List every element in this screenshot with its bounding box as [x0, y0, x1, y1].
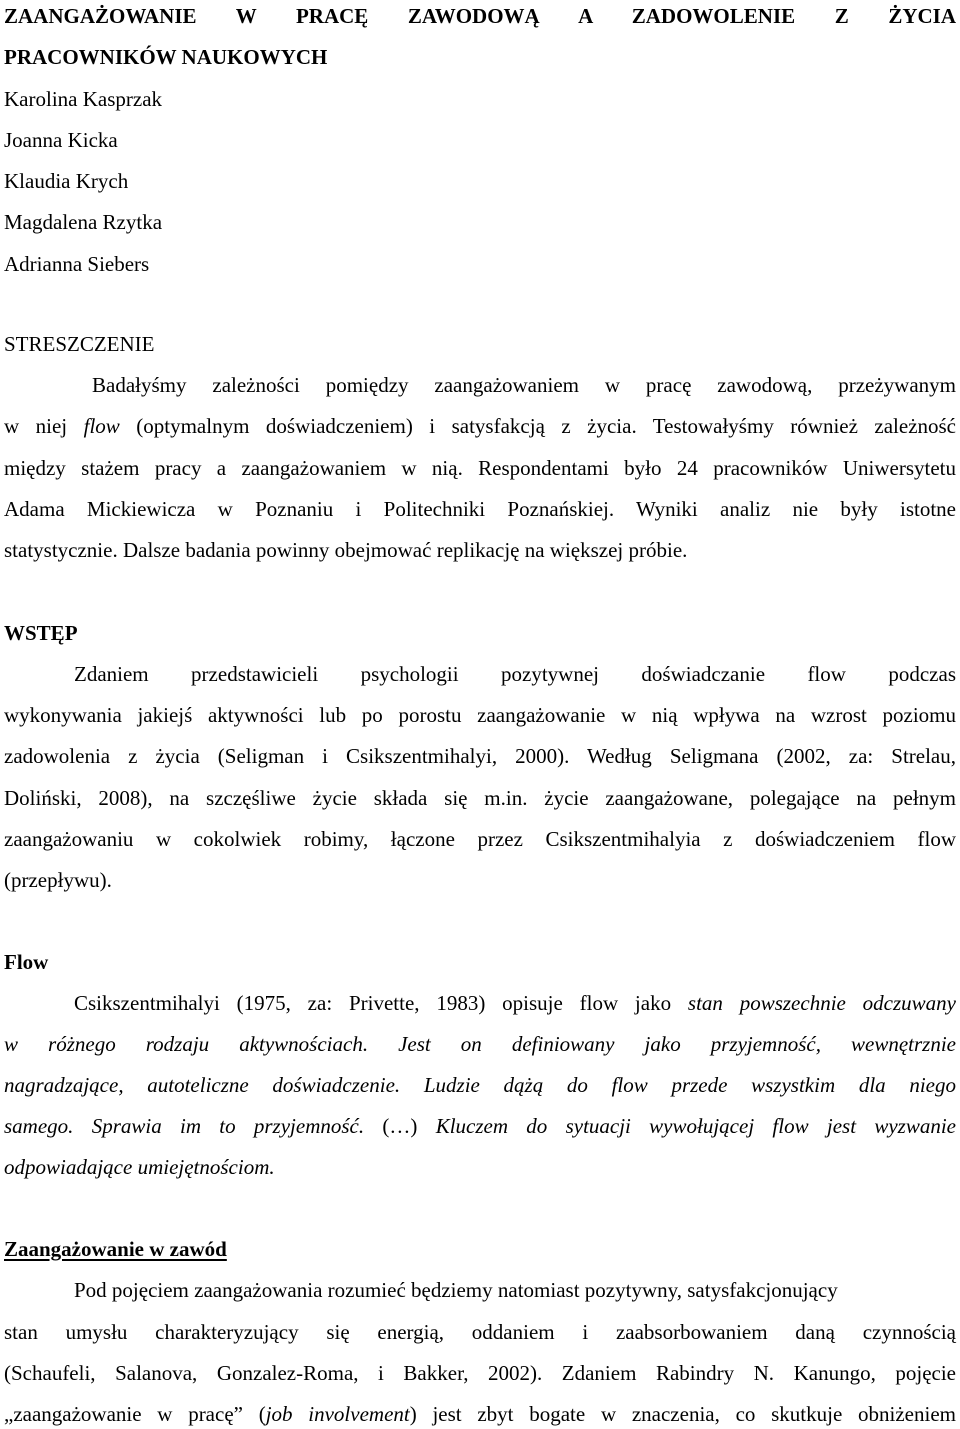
author-name: Klaudia Krych [4, 169, 129, 193]
flow-line: Csikszentmihalyi (1975, za: Privette, 1983) opisuje flow jako stan powszechnie odczuwany [74, 991, 956, 1015]
author-name: Adrianna Siebers [4, 252, 150, 276]
abstract-line: w niej flow (optymalnym doświadczeniem) i satysfakcją z życia. Testowałyśmy również zależność [4, 414, 957, 438]
intro-line: zaangażowaniu w cokolwiek robimy, łączone przez Csikszentmihalyia z doświadczeniem flow [4, 827, 956, 851]
abstract-line: Adama Mickiewicza w Poznaniu i Politechniki Poznańskiej. Wyniki analiz nie były istotne [4, 497, 956, 521]
engagement-line: „zaangażowanie w pracę” (job involvement) jest zbyt bogate w znaczenia, co skutkuje obniżeniem [4, 1402, 956, 1426]
abstract-flow-term: flow [83, 414, 120, 438]
engagement-heading: Zaangażowanie w zawód [4, 1237, 227, 1261]
author-name: Karolina Kasprzak [4, 87, 163, 111]
abstract-heading: STRESZCZENIE [4, 332, 155, 356]
intro-line: Doliński, 2008), na szczęśliwe życie składa się m.in. życie zaangażowane, polegające na pełnym [4, 786, 956, 810]
title-line-2: PRACOWNIKÓW NAUKOWYCH [4, 45, 328, 69]
engagement-line: Pod pojęciem zaangażowania rozumieć będziemy natomiast pozytywny, satysfakcjonujący [74, 1278, 838, 1302]
title-line-1: ZAANGAŻOWANIE W PRACĘ ZAWODOWĄ A ZADOWOLENIE Z ŻYCIA [4, 4, 956, 28]
intro-heading: WSTĘP [4, 621, 78, 645]
flow-line: w różnego rodzaju aktywnościach. Jest on definiowany jako przyjemność, wewnętrznie [4, 1032, 956, 1056]
flow-line: nagradzające, autoteliczne doświadczenie. Ludzie dążą do flow przede wszystkim dla niego [4, 1073, 956, 1097]
abstract-line: statystycznie. Dalsze badania powinny obejmować replikację na większej próbie. [4, 538, 688, 562]
abstract-line: między stażem pracy a zaangażowaniem w nią. Respondentami było 24 pracowników Uniwersytetu [4, 456, 956, 480]
intro-line: Zdaniem przedstawicieli psychologii pozytywnej doświadczanie flow podczas [74, 662, 956, 686]
intro-line: zadowolenia z życia (Seligman i Csikszentmihalyi, 2000). Według Seligmana (2002, za: Strelau, [4, 744, 956, 768]
abstract-line: Badałyśmy zależności pomiędzy zaangażowaniem w pracę zawodową, przeżywanym [92, 373, 956, 397]
author-name: Joanna Kicka [4, 128, 118, 152]
intro-line: (przepływu). [4, 868, 112, 892]
author-name: Magdalena Rzytka [4, 210, 163, 234]
intro-line: wykonywania jakiejś aktywności lub po porostu zaangażowanie w nią wpływa na wzrost poziomu [4, 703, 956, 727]
flow-line: samego. Sprawia im to przyjemność. (…) Kluczem do sytuacji wywołującej flow jest wyzwanie [4, 1114, 956, 1138]
flow-heading: Flow [4, 950, 49, 974]
flow-line: odpowiadające umiejętnościom. [4, 1155, 275, 1179]
engagement-line: (Schaufeli, Salanova, Gonzalez-Roma, i Bakker, 2002). Zdaniem Rabindry N. Kanungo, pojęcie [4, 1361, 956, 1385]
engagement-line: stan umysłu charakteryzujący się energią, oddaniem i zaabsorbowaniem daną czynnością [4, 1320, 956, 1344]
